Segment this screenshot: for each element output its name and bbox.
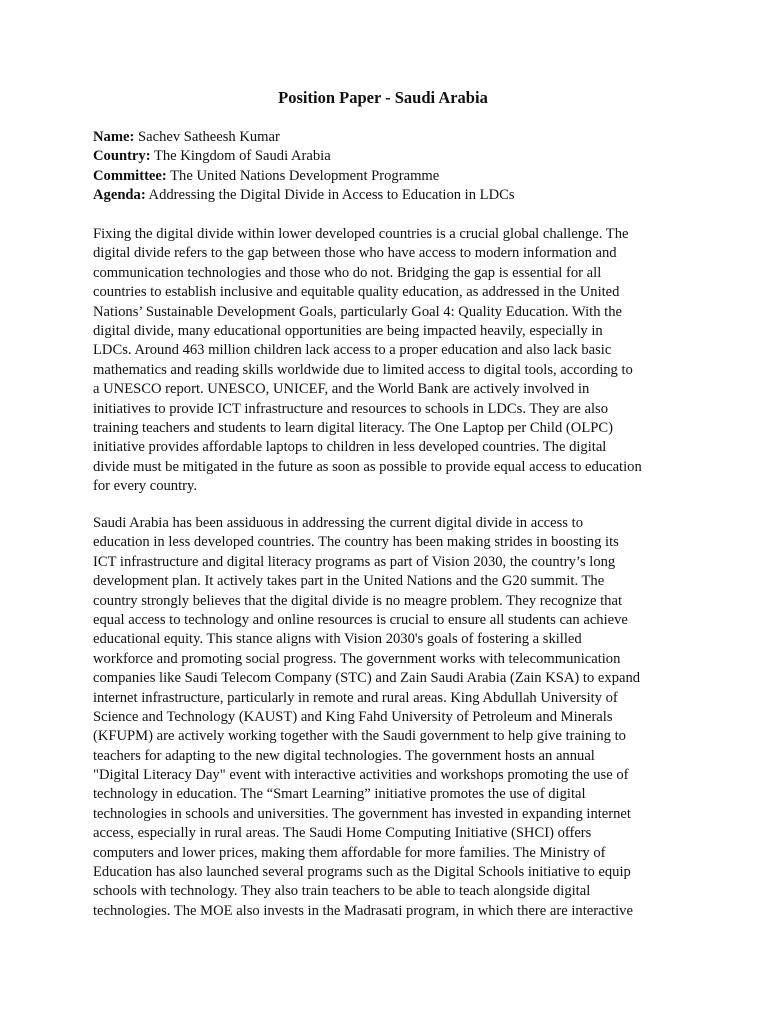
text-line: countries to establish inclusive and equitable quality education, as addressed in the United xyxy=(93,284,620,301)
text-line: computers and lower prices, making them affordable for more families. The Ministry of xyxy=(93,844,606,861)
text-line: Fixing the digital divide within lower developed countries is a crucial global challenge. The xyxy=(93,226,629,242)
text-line: educational equity. This stance aligns with Vision 2030's goals of fostering a skilled xyxy=(93,631,582,648)
text-line: initiative provides affordable laptops to children in less developed countries. The digital xyxy=(93,439,607,456)
text-line: schools with technology. They also train teachers to be able to teach alongside digital xyxy=(93,883,591,900)
meta-committee xyxy=(93,167,693,186)
text-line: Science and Technology (KAUST) and King Fahd University of Petroleum and Minerals xyxy=(93,708,613,725)
text-line: teachers for adapting to the new digital technologies. The government hosts an annual xyxy=(93,747,595,764)
text-line: internet infrastructure, particularly in remote and rural areas. King Abdullah University of xyxy=(93,689,618,706)
text-line: workforce and promoting social progress. The government works with telecommunication xyxy=(93,650,621,667)
text-line: digital divide, many educational opportunities are being impacted heavily, especially in xyxy=(93,322,603,339)
text-line: a UNESCO report. UNESCO, UNICEF, and the World Bank are actively involved in xyxy=(93,381,590,398)
text-line: technology in education. The “Smart Learning” initiative promotes the use of digital xyxy=(93,786,586,803)
text-line: equal access to technology and online resources is crucial to ensure all students can achieve xyxy=(93,611,628,628)
meta-country xyxy=(93,147,693,166)
text-line: divide must be mitigated in the future as soon as possible to provide equal access to education xyxy=(93,458,642,475)
meta-value: The United Nations Development Programme xyxy=(170,167,440,184)
text-line: technologies in schools and universities. The government has invested in expanding internet xyxy=(93,805,631,822)
text-line: technologies. The MOE also invests in the Madrasati program, in which there are interactive xyxy=(93,902,633,919)
meta-value: Sachev Satheesh Kumar xyxy=(138,129,280,145)
text-line: digital divide refers to the gap between those who have access to modern information and xyxy=(93,245,617,262)
text-line: Saudi Arabia has been assiduous in addressing the current digital divide in access to xyxy=(93,515,583,531)
text-line: LDCs. Around 463 million children lack access to a proper education and also lack basic xyxy=(93,342,612,359)
text-line: country strongly believes that the digital divide is no meagre problem. They recognize that xyxy=(93,592,623,609)
text-line: training teachers and students to learn digital literacy. The One Laptop per Child (OLPC) xyxy=(93,419,613,436)
meta-key: Committee: xyxy=(93,167,167,184)
meta-key: Country: xyxy=(93,148,151,165)
text-line: access, especially in rural areas. The Saudi Home Computing Initiative (SHCI) offers xyxy=(93,825,592,842)
meta-key: Name: xyxy=(93,129,135,145)
text-line: communication technologies and those who do not. Bridging the gap is essential for all xyxy=(93,264,602,281)
text-line: initiatives to provide ICT infrastructure and resources to schools in LDCs. They are also xyxy=(93,400,608,417)
body-paragraph-2 xyxy=(93,514,693,921)
text-line: for every country. xyxy=(93,478,198,495)
page-title: Position Paper - Saudi Arabia xyxy=(278,88,488,107)
meta-value: Addressing the Digital Divide in Access to Education in LDCs xyxy=(148,187,515,204)
text-line: (KFUPM) are actively working together with the Saudi government to help give training to xyxy=(93,728,626,745)
text-line: ICT infrastructure and digital literacy programs as part of Vision 2030, the country’s long xyxy=(93,553,616,570)
meta-key: Agenda: xyxy=(93,187,146,204)
meta-value: The Kingdom of Saudi Arabia xyxy=(153,148,331,165)
text-line: Nations’ Sustainable Development Goals, particularly Goal 4: Quality Education. With the xyxy=(93,303,622,320)
body-paragraph-1 xyxy=(93,225,693,496)
text-line: companies like Saudi Telecom Company (STC) and Zain Saudi Arabia (Zain KSA) to expand xyxy=(93,670,641,687)
meta-name xyxy=(93,128,693,147)
text-line: mathematics and reading skills worldwide due to limited access to digital tools, according to xyxy=(93,361,633,378)
text-line: "Digital Literacy Day" event with interactive activities and workshops promoting the use of xyxy=(93,767,629,784)
document-meta xyxy=(93,128,693,206)
text-line: development plan. It actively takes part in the United Nations and the G20 summit. The xyxy=(93,573,605,590)
text-line: education in less developed countries. The country has been making strides in boosting its xyxy=(93,534,619,551)
meta-agenda xyxy=(93,186,693,205)
text-line: Education has also launched several programs such as the Digital Schools initiative to equip xyxy=(93,864,631,881)
